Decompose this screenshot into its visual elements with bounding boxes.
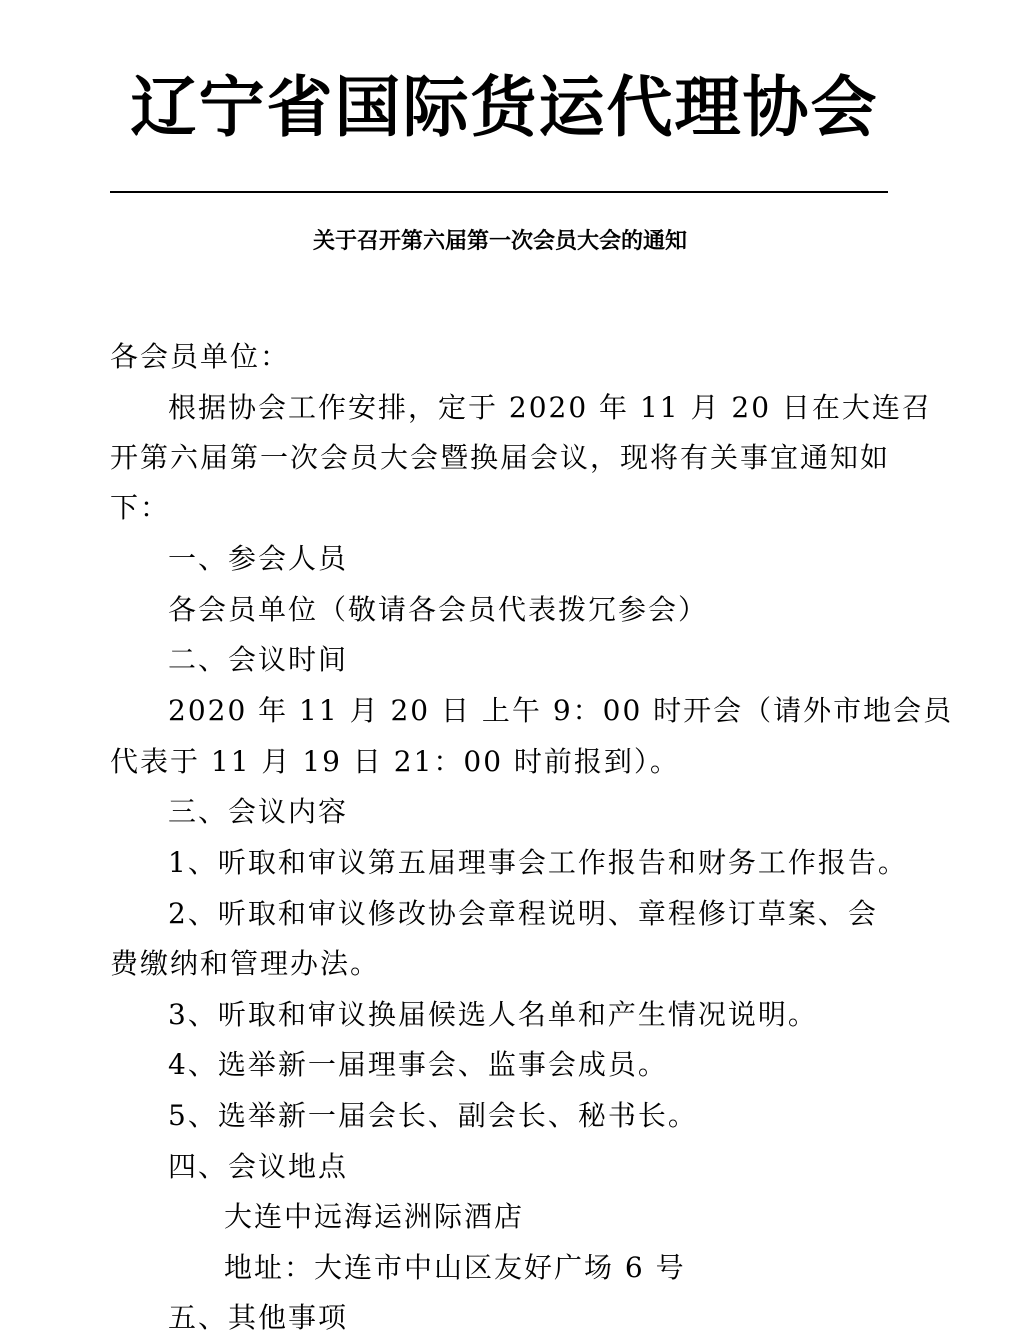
venue-name: 大连中远海运洲际酒店 [224,1200,525,1233]
agenda-item-2: 2、听取和审议修改协会章程说明、章程修订草案、会 [168,897,878,930]
time-text-line: 2020 年 11 月 20 日 上午 9：00 时开会（请外市地会员 [168,694,954,727]
organization-name: 辽宁省国际货运代理协会 [130,68,879,146]
intro-paragraph-line: 根据协会工作安排，定于 2020 年 11 月 20 日在大连召 [168,391,932,424]
notice-title: 关于召开第六届第一次会员大会的通知 [312,228,687,254]
intro-paragraph-line: 开第六届第一次会员大会暨换届会议，现将有关事宜通知如 [110,441,891,474]
section-heading-attendees: 一、参会人员 [168,542,349,575]
agenda-item-4: 4、选举新一届理事会、监事会成员。 [168,1048,668,1081]
time-text-line: 代表于 11 月 19 日 21：00 时前报到）。 [110,745,680,778]
attendees-text: 各会员单位（敬请各会员代表拨冗参会） [168,593,709,626]
intro-paragraph-line: 下： [110,491,171,524]
section-heading-venue: 四、会议地点 [168,1150,349,1183]
section-heading-other: 五、其他事项 [168,1301,349,1334]
header-divider [110,191,888,193]
agenda-item-2-continued: 费缴纳和管理办法。 [110,947,381,980]
agenda-item-5: 5、选举新一届会长、副会长、秘书长。 [168,1099,698,1132]
venue-address: 地址：大连市中山区友好广场 6 号 [224,1251,686,1284]
agenda-item-1: 1、听取和审议第五届理事会工作报告和财务工作报告。 [168,846,908,879]
salutation: 各会员单位： [110,340,291,373]
agenda-item-3: 3、听取和审议换届候选人名单和产生情况说明。 [168,998,818,1031]
section-heading-content: 三、会议内容 [168,795,349,828]
section-heading-time: 二、会议时间 [168,643,349,676]
